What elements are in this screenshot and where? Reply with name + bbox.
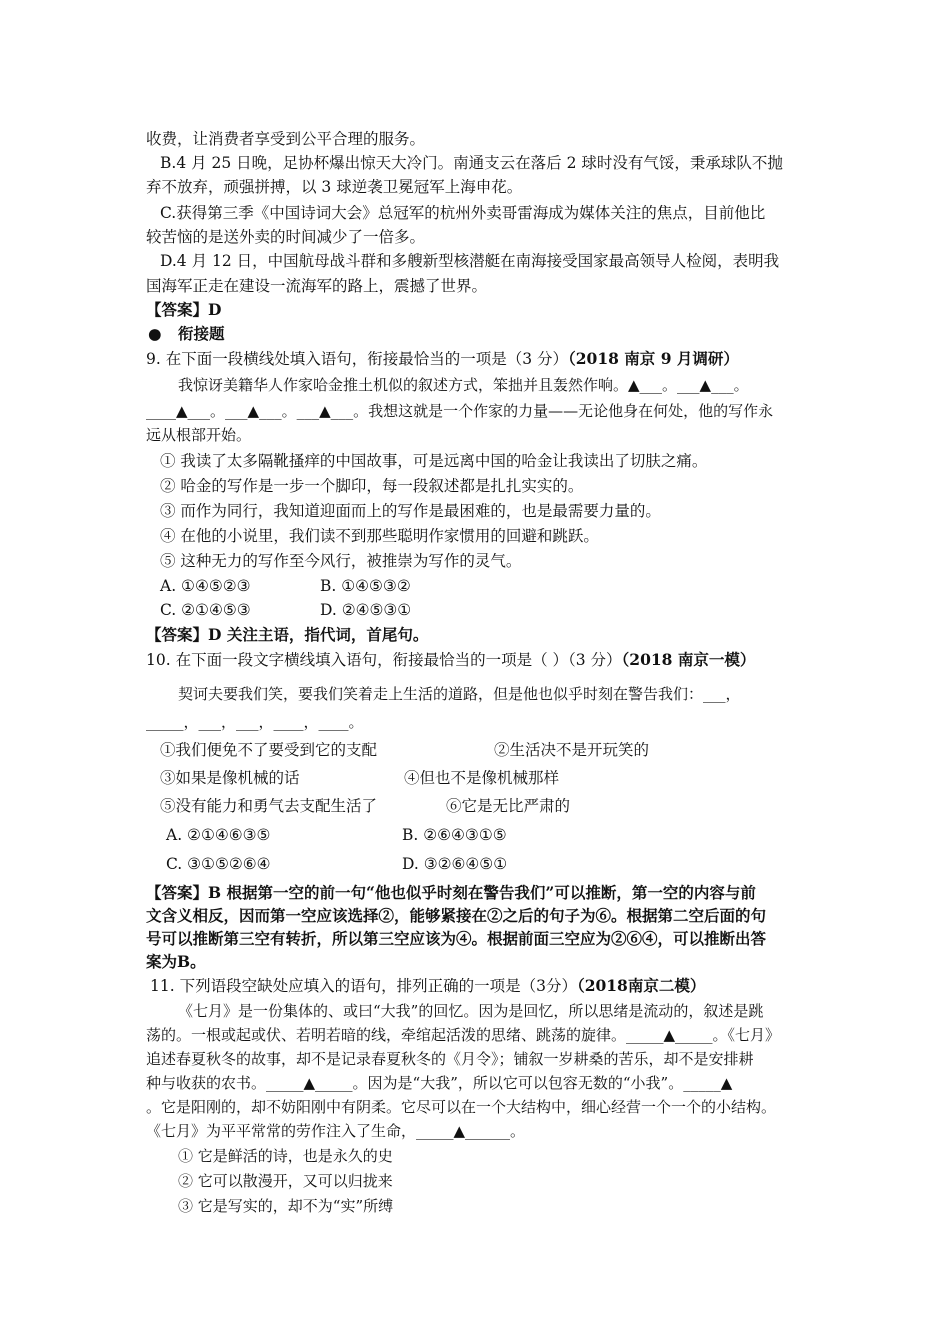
text-line: 收费，让消费者享受到公平合理的服务。	[146, 130, 426, 148]
q10-sentence-5: ⑤没有能力和勇气去支配生活了	[160, 797, 378, 815]
section-title: 衔接题	[178, 324, 225, 343]
q9-sentence-4: ④ 在他的小说里，我们读不到那些聪明作家惯用的回避和跳跃。	[160, 527, 599, 545]
option-c-line-1: C.获得第三季《中国诗词大会》总冠军的杭州外卖哥雷海成为媒体关注的焦点，目前他比	[160, 204, 766, 222]
q9-passage-line-3: 远从根部开始。	[146, 426, 252, 444]
q11-passage-line-5: 。它是阳刚的，却不妨阳刚中有阴柔。它尽可以在一个大结构中，细心经营一个一个的小结构。	[146, 1098, 777, 1116]
q10-sentence-row-1	[160, 739, 830, 761]
q11-source: （2018南京二模）	[576, 976, 706, 995]
q10-choice-row-2	[166, 853, 830, 875]
option-d-line-2: 国海军正走在建设一流海军的路上，震撼了世界。	[146, 277, 488, 295]
q10-answer-line-4: 案为B。	[146, 952, 206, 971]
q9-passage-line-1: 我惊讶美籍华人作家哈金推土机似的叙述方式，笨拙并且轰然作响。▲___。___▲___。	[178, 376, 749, 394]
q10-answer-line-2: 文含义相反，因而第一空应该选择②，能够紧接在②之后的句子为⑥。根据第二空后面的句	[146, 906, 767, 925]
q10-choice-a: A. ②①④⑥③⑤	[166, 826, 271, 844]
q9-passage-line-2: ____▲___。___▲___。___▲___。我想这就是一个作家的力量——无论他身在何处，他的写作永	[146, 402, 774, 420]
q9-choice-d: D. ②④⑤③①	[320, 601, 412, 619]
q10-stem	[146, 649, 830, 671]
q9-source: （2018 南京 9 月调研）	[568, 349, 739, 368]
q10-choice-row-1	[166, 824, 830, 846]
q10-sentence-1: ①我们便免不了要受到它的支配	[160, 741, 378, 759]
q10-choice-b: B. ②⑥④③①⑤	[402, 826, 507, 844]
option-b-line-1: B.4 月 25 日晚，足协杯爆出惊天大冷门。南通支云在落后 2 球时没有气馁，秉承球队不抛	[160, 154, 783, 172]
q9-stem	[146, 348, 830, 370]
q10-sentence-2: ②生活决不是开玩笑的	[494, 741, 650, 759]
q11-stem-text: 11. 下列语段空缺处应填入的语句，排列正确的一项是（3分）	[150, 977, 577, 995]
option-c-line-2: 较苦恼的是送外卖的时间减少了一倍多。	[146, 228, 426, 246]
q10-sentence-3: ③如果是像机械的话	[160, 769, 300, 787]
q9-sentence-5: ⑤ 这种无力的写作至今风行，被推崇为写作的灵气。	[160, 552, 522, 570]
q9-choice-row-2	[160, 599, 830, 621]
q10-answer-line-3: 号可以推断第三空有转折，所以第三空应该为④。根据前面三空应为②⑥④，可以推断出答	[146, 929, 767, 948]
q10-choice-c: C. ③①⑤②⑥④	[166, 855, 271, 873]
q11-stem	[150, 975, 830, 997]
bullet-icon: ●	[148, 325, 162, 343]
q11-sentence-1: ① 它是鲜活的诗，也是永久的史	[178, 1147, 393, 1165]
q9-sentence-3: ③ 而作为同行，我知道迎面而上的写作是最困难的，也是最需要力量的。	[160, 502, 661, 520]
q9-choice-row-1	[160, 575, 830, 597]
q10-source: （2018 南京一模）	[621, 650, 756, 669]
option-d-line-1: D.4 月 12 日，中国航母战斗群和多艘新型核潜艇在南海接受国家最高领导人检阅，表明我	[160, 252, 780, 270]
q9-sentence-2: ② 哈金的写作是一步一个脚印，每一段叙述都是扎扎实实的。	[160, 477, 584, 495]
q10-passage-line-1: 契诃夫要我们笑，要我们笑着走上生活的道路，但是他也似乎时刻在警告我们：___，	[178, 685, 741, 703]
q9-answer: 【答案】D 关注主语，指代词，首尾句。	[146, 625, 429, 644]
q11-sentence-3: ③ 它是写实的，却不为“实”所缚	[178, 1197, 394, 1215]
q9-sentence-1: ① 我读了太多隔靴搔痒的中国故事，可是远离中国的哈金让我读出了切肤之痛。	[160, 452, 708, 470]
q11-passage-line-4: 种与收获的农书。_____▲_____。因为是“大我”，所以它可以包容无数的“小我”。_____▲	[146, 1074, 733, 1092]
q10-sentence-row-2	[160, 767, 830, 789]
q10-answer-line-1: 【答案】B 根据第一空的前一句“他也似乎时刻在警告我们”可以推断，第一空的内容与前	[146, 883, 756, 902]
q11-passage-line-3: 追述春夏秋冬的故事，却不是记录春夏秋冬的《月令》；铺叙一岁耕桑的苦乐，却不是安排耕	[146, 1050, 754, 1068]
q10-passage-line-2: _____，___，___，____，____。	[146, 713, 364, 731]
q10-sentence-4: ④但也不是像机械那样	[404, 769, 560, 787]
q11-passage-line-1: 《七月》是一份集体的、或曰“大我”的回忆。因为是回忆，所以思绪是流动的，叙述是跳	[178, 1002, 764, 1020]
option-b-line-2: 弃不放弃，顽强拼搏，以 3 球逆袭卫冕冠军上海申花。	[146, 178, 523, 196]
q11-passage-line-6: 《七月》为平平常常的劳作注入了生命，_____▲______。	[146, 1122, 526, 1140]
q11-sentence-2: ② 它可以散漫开，又可以归拢来	[178, 1172, 393, 1190]
answer-line: 【答案】D	[146, 300, 222, 319]
q10-choice-d: D. ③②⑥④⑤①	[402, 855, 508, 873]
q10-stem-text: 10. 在下面一段文字横线填入语句，衔接最恰当的一项是（ ）（3 分）	[146, 651, 622, 669]
q9-choice-b: B. ①④⑤③②	[320, 577, 411, 595]
q10-sentence-row-3	[160, 795, 830, 817]
q11-passage-line-2: 荡的。一根或起或伏、若明若暗的线，牵绾起活泼的思绪、跳荡的旋律。_____▲_____。《七月》	[146, 1026, 781, 1044]
q10-sentence-6: ⑥它是无比严肃的	[446, 797, 571, 815]
q9-stem-text: 9. 在下面一段横线处填入语句，衔接最恰当的一项是（3 分）	[146, 350, 569, 368]
q9-choice-a: A. ①④⑤②③	[160, 577, 251, 595]
q9-choice-c: C. ②①④⑤③	[160, 601, 251, 619]
